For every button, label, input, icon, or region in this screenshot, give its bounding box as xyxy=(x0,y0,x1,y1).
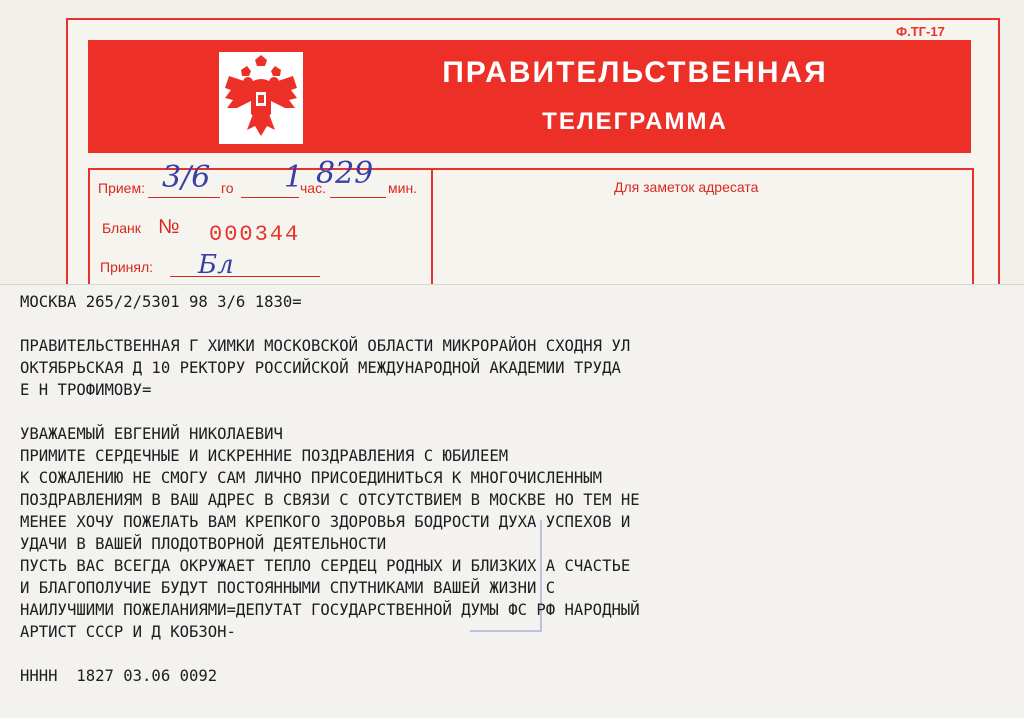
body-line: И БЛАГОПОЛУЧИЕ БУДУТ ПОСТОЯННЫМИ СПУТНИКАМИ ВАШЕЙ ЖИЗНИ С xyxy=(20,579,556,597)
address-line: ОКТЯБРЬСКАЯ Д 10 РЕКТОРУ РОССИЙСКОЙ МЕЖДУНАРОДНОЙ АКАДЕМИИ ТРУДА xyxy=(20,359,621,377)
body-line: ПУСТЬ ВАС ВСЕГДА ОКРУЖАЕТ ТЕПЛО СЕРДЕЦ РОДНЫХ И БЛИЗКИХ А СЧАСТЬЕ xyxy=(20,557,631,575)
received-date-line xyxy=(148,197,220,198)
coat-of-arms-icon xyxy=(219,52,303,144)
form-title: ПРАВИТЕЛЬСТВЕННАЯ xyxy=(442,56,828,89)
received-label: Прием: xyxy=(98,180,145,196)
body-line: К СОЖАЛЕНИЮ НЕ СМОГУ САМ ЛИЧНО ПРИСОЕДИНИТЬСЯ К МНОГОЧИСЛЕННЫМ xyxy=(20,469,603,487)
body-line: ПОЗДРАВЛЕНИЯМ В ВАШ АДРЕС В СВЯЗИ С ОТСУТСТВИЕМ В МОСКВЕ НО ТЕМ НЕ xyxy=(20,491,640,509)
body-line: МЕНЕЕ ХОЧУ ПОЖЕЛАТЬ ВАМ КРЕПКОГО ЗДОРОВЬЯ БОДРОСТИ ДУХА УСПЕХОВ И xyxy=(20,513,631,531)
body-line: УВАЖАЕМЫЙ ЕВГЕНИЙ НИКОЛАЕВИЧ xyxy=(20,425,283,443)
notes-label: Для заметок адресата xyxy=(614,179,759,195)
message-footer: НННН 1827 03.06 0092 xyxy=(20,667,218,685)
handwritten-hour: 1 xyxy=(284,160,304,195)
form-code: Ф.ТГ-17 xyxy=(896,24,945,39)
body-line: НАИЛУЧШИМИ ПОЖЕЛАНИЯМИ=ДЕПУТАТ ГОСУДАРСТВЕННОЙ ДУМЫ ФС РФ НАРОДНЫЙ xyxy=(20,601,640,619)
fields-divider xyxy=(431,170,433,290)
number-sign: № xyxy=(158,216,180,238)
accepted-label: Принял: xyxy=(100,259,154,275)
body-line: ПРИМИТЕ СЕРДЕЧНЫЕ И ИСКРЕННИЕ ПОЗДРАВЛЕНИЯ С ЮБИЛЕЕМ xyxy=(20,447,509,465)
hour-label: час. xyxy=(300,180,326,196)
minute-line xyxy=(330,197,386,198)
hour-line xyxy=(241,197,299,198)
handwritten-date: 3/6 xyxy=(162,160,211,195)
body-line: АРТИСТ СССР И Д КОБЗОН- xyxy=(20,623,236,641)
form-subtitle: ТЕЛЕГРАММА xyxy=(542,108,728,135)
minute-label: мин. xyxy=(388,180,418,196)
message-header: МОСКВА 265/2/5301 98 3/6 1830= xyxy=(20,293,302,311)
address-line: Е Н ТРОФИМОВУ= xyxy=(20,381,152,399)
blank-label: Бланк xyxy=(102,220,141,236)
handwritten-signature: Бл xyxy=(198,250,234,280)
accepted-line xyxy=(170,276,320,277)
date-suffix-label: го xyxy=(221,180,234,196)
handwritten-minutes: 829 xyxy=(316,156,374,191)
address-line: ПРАВИТЕЛЬСТВЕННАЯ Г ХИМКИ МОСКОВСКОЙ ОБЛАСТИ МИКРОРАЙОН СХОДНЯ УЛ xyxy=(20,337,631,355)
blank-number: 000344 xyxy=(209,222,301,247)
telegram-message xyxy=(20,291,1010,687)
body-line: УДАЧИ В ВАШЕЙ ПЛОДОТВОРНОЙ ДЕЯТЕЛЬНОСТИ xyxy=(20,535,387,553)
